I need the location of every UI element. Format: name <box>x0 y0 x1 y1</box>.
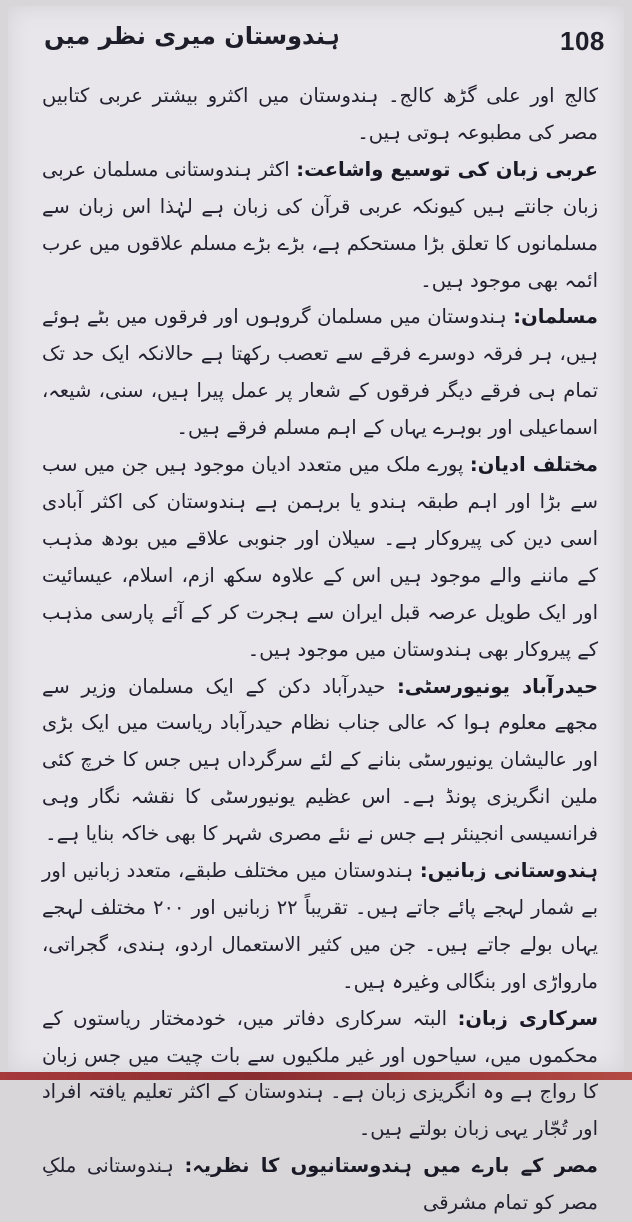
paragraph-text: ہندوستانی ملکِ مصر کو تمام مشرقی <box>42 1154 598 1215</box>
paragraph-text: پورے ملک میں متعدد ادیان موجود ہیں جن میں سب سے بڑا اور اہم طبقہ ہندو یا برہمن ہے ہندوستان کی اکثر آبادی اسی دین کی پیروکار ہے۔ سیلان اور جنوبی علاقے میں بودھ مذہب کے ماننے والے موجود ہیں اس کے علاوہ سکھ ازم، اسلام، عیسائیت اور ایک طویل عرصہ قبل ایران سے ہجرت کر کے آئے پارسی مذہب کے پیروکار بھی ہندوستان میں موجود ہیں۔ <box>42 453 598 661</box>
paragraph-text: حیدرآباد دکن کے ایک مسلمان وزیر سے مجھے معلوم ہوا کہ عالی جناب نظام حیدرآباد ریاست میں ایک بڑی اور عالیشان یونیورسٹی بنانے کے لئے سرگرداں ہیں جس کا خرچ کئی ملین انگریزی پونڈ ہے۔ اس عظیم یونیورسٹی کا نقشہ نگار وہی فرانسیسی انجینئر ہے جس نے نئے مصری شہر کا بھی خاکہ بنایا ہے۔ <box>42 674 598 846</box>
page-number: 108 <box>560 26 605 56</box>
paragraph <box>42 669 598 854</box>
section-heading: مصر کے بارے میں ہندوستانیوں کا نظریہ: <box>184 1154 598 1178</box>
paragraph <box>42 299 598 447</box>
paragraph-text: ہندوستان میں مسلمان گروہوں اور فرقوں میں بٹے ہوئے ہیں، ہر فرقہ دوسرے فرقے سے تعصب رکھتا ہے حالانکہ ایک حد تک تمام ہی فرقے دیگر فرقوں کے شعار پر عمل پیرا ہیں، سنی، شیعہ، اسماعیلی اور بوہرے یہاں کے اہم مسلم فرقے ہیں۔ <box>42 305 598 440</box>
section-heading: حیدرآباد یونیورسٹی: <box>396 674 598 698</box>
paragraph-text: اکثر ہندوستانی مسلمان عربی زبان جانتے ہیں کیونکہ عربی قرآن کی زبان ہے لہٰذا اس زبان سے مسلمانوں کا تعلق بڑا مستحکم ہے، بڑے بڑے مسلم علاقوں میں عرب ائمہ بھی موجود ہیں۔ <box>42 157 598 292</box>
page-edge-strip <box>0 1072 632 1080</box>
paragraph-text: البتہ سرکاری دفاتر میں، خودمختار ریاستوں کے محکموں میں، سیاحوں اور غیر ملکیوں سے بات چیت میں جس زبان کا رواج ہے وہ انگریزی زبان ہے۔ ہندوستان کے اکثر تعلیم یافتہ افراد اور تُجّار یہی زبان بولتے ہیں۔ <box>42 1006 598 1141</box>
section-heading: ہندوستانی زبانیں: <box>419 859 598 883</box>
page-header <box>8 20 624 64</box>
paragraph <box>42 853 598 1001</box>
section-heading: عربی زبان کی توسیع واشاعت: <box>296 157 599 181</box>
section-heading: مختلف ادیان: <box>469 453 598 477</box>
section-heading: مسلمان: <box>513 305 598 329</box>
paragraph-text: ہندوستان میں مختلف طبقے، متعدد زبانیں اور بے شمار لہجے پائے جاتے ہیں۔ تقریباً ۲۲ زبانیں اور ۲۰۰ مختلف لہجے یہاں بولے جاتے ہیں۔ جن میں کثیر الاستعمال اردو، ہندی، گجراتی، مارواڑی اور بنگالی وغیرہ ہیں۔ <box>42 859 598 993</box>
paragraph <box>42 447 598 668</box>
book-page <box>8 6 624 1215</box>
paragraph <box>42 1148 598 1222</box>
section-heading: سرکاری زبان: <box>457 1006 599 1030</box>
paragraph <box>42 78 598 152</box>
body-text <box>42 78 598 1222</box>
running-title: ہندوستان میری نظر میں <box>44 22 340 50</box>
paragraph <box>42 152 598 300</box>
paragraph-text: کالج اور علی گڑھ کالج۔ ہندوستان میں اکثرو بیشتر عربی کتابیں مصر کی مطبوعہ ہوتی ہیں۔ <box>42 84 598 144</box>
